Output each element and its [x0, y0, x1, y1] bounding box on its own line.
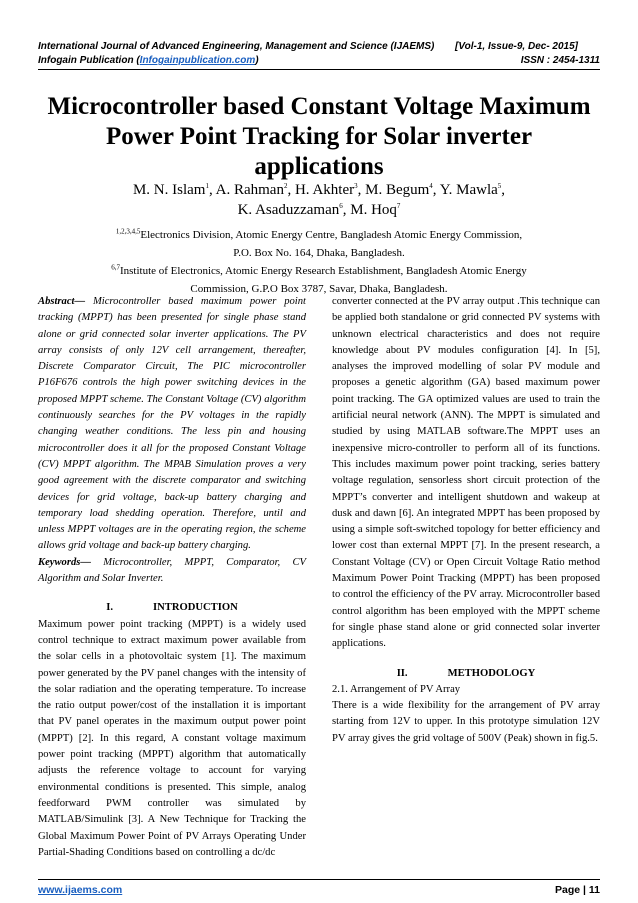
page-number: Page | 11	[555, 884, 600, 896]
left-column	[38, 294, 306, 861]
publisher-link[interactable]: Infogainpublication.com	[139, 55, 256, 66]
introduction-continued: converter connected at the PV array output .This technique can be applied both standalone or grid connected PV systems with unknown electrical characteristics and does not require knowledge about PV modules configuration [4]. In [5], analyses the improved modelling of solar PV module and proposes a genetic algorithm (GA) based maximum power point tracking. The GA optimized values are used to train the artificial neural network (ANN). The MPPT is simulated and studied by using MATLAB software.The MPPT uses an inexpensive micro-controller to perform all of its functions. This includes maximum power point tracking, series battery voltage regulation, sensorless short circuit protection of the MPPT’s converter and intelligent shutdown and wakeup at dusk and dawn [6]. An integrated MPPT has been proposed by using a simple soft-switched topology for better efficiency and lower cost than external MPPT [7]. In the present research, a Constant Voltage (CV) or Open Circuit Voltage Ratio method Maximum Power Point Tracking (MPPT) has been proposed to control the efficiency of the PV array. Microcontroller based control algorithm has been employed with the MPPT scheme for single phase stand alone or grid connected solar inverter applications.	[332, 296, 600, 650]
affiliations: $^{1,2,3,4,5}$Electronics Division, Atomic Energy Centre, Bangladesh Atomic Energy Commission, P.O. Box No. 164, Dhaka, Bangladesh. $^{6,7}$Institute of Electronics, Atomic Energy Research Establishment, Bangladesh Atomic Energy Commission, G.P.O Box 3787, Savar, Dhaka, Bangladesh.	[111, 227, 527, 295]
footer-rule	[38, 879, 600, 880]
issn: ISSN : 2454-1311	[520, 55, 600, 66]
subsection-heading: 2.1. Arrangement of PV Array	[332, 683, 461, 695]
section-heading-introduction: I. INTRODUCTION	[106, 602, 238, 614]
footer-website-link[interactable]: www.ijaems.com	[38, 884, 123, 896]
abstract: Abstract— Microcontroller based maximum power point tracking (MPPT) has been presented for single phase stand alone or grid connected solar inverter applications. The PV array consists of only 12V cell arrangement, thereafter, Discrete Comparator Circuit, The PIC microcontroller P16F676 controls the high power switching devices in the proposed MPPT scheme. The Constant Voltage (CV) algorithm continuously searches for the PV voltages in the rapidly changing weather conditions. The less pin and housing microcontroller does it all for the proposed Constant Voltage (CV) MPPT algorithm. The MPAB Simulation proves a very good agreement with the discrete comparator and switching devices for grid voltage, back-up battery charging and temporary load shedding operation. Therefore, until and unless MPPT voltages are in the operating region, the scheme allows grid voltage and back-up battery charging.	[38, 296, 306, 552]
author-list: M. N. Islam$^1$, A. Rahman$^2$, H. Akhter$^3$, M. Begum$^4$, Y. Mawla$^5$, K. Asaduzzaman$^6$, M. Hoq$^7$	[132, 182, 506, 218]
paper-title: Microcontroller based Constant Voltage Maximum Power Point Tracking for Solar inverter applications	[47, 93, 591, 180]
introduction-paragraph: Maximum power point tracking (MPPT) is a widely used control technique to extract maximum power available from the solar cells in a photovoltaic system [1]. The maximum power generated by the PV panel changes with the intensity of the solar radiation and the operating temperature. To increase the ratio output power/cost of the installation it is important that PV panel operates in the maximum output power point (MPPT) [2]. In this regard, A constant voltage maximum power point tracking (MPPT) algorithm that automatically adjusts the reference voltage to account for varying environmental conditions is presented. This simple, analog feedforward PWM controller was simulated by MATLAB/Simulink [3]. A New Technique for Tracking the Global Maximum Power Point of PV Arrays Operating Under Partial-Shading Conditions based on controlling a dc/dc	[38, 618, 306, 858]
right-column	[332, 294, 600, 747]
methodology-paragraph: There is a wide flexibility for the arrangement of PV array starting from 12V to upper. In this prototype simulation 12V PV array gives the grid voltage of 500V (Peak) shown in fig.5.	[332, 700, 600, 744]
header-rule	[38, 69, 600, 70]
keywords: Keywords— Microcontroller, MPPT, Comparator, CV Algorithm and Solar Inverter.	[38, 556, 306, 585]
journal-name: International Journal of Advanced Engineering, Management and Science (IJAEMS)	[38, 41, 435, 52]
section-heading-methodology: II. METHODOLOGY	[396, 667, 536, 679]
publisher: Infogain Publication (Infogainpublication.com)	[38, 55, 259, 66]
volume-info: [Vol-1, Issue-9, Dec- 2015]	[455, 41, 579, 52]
